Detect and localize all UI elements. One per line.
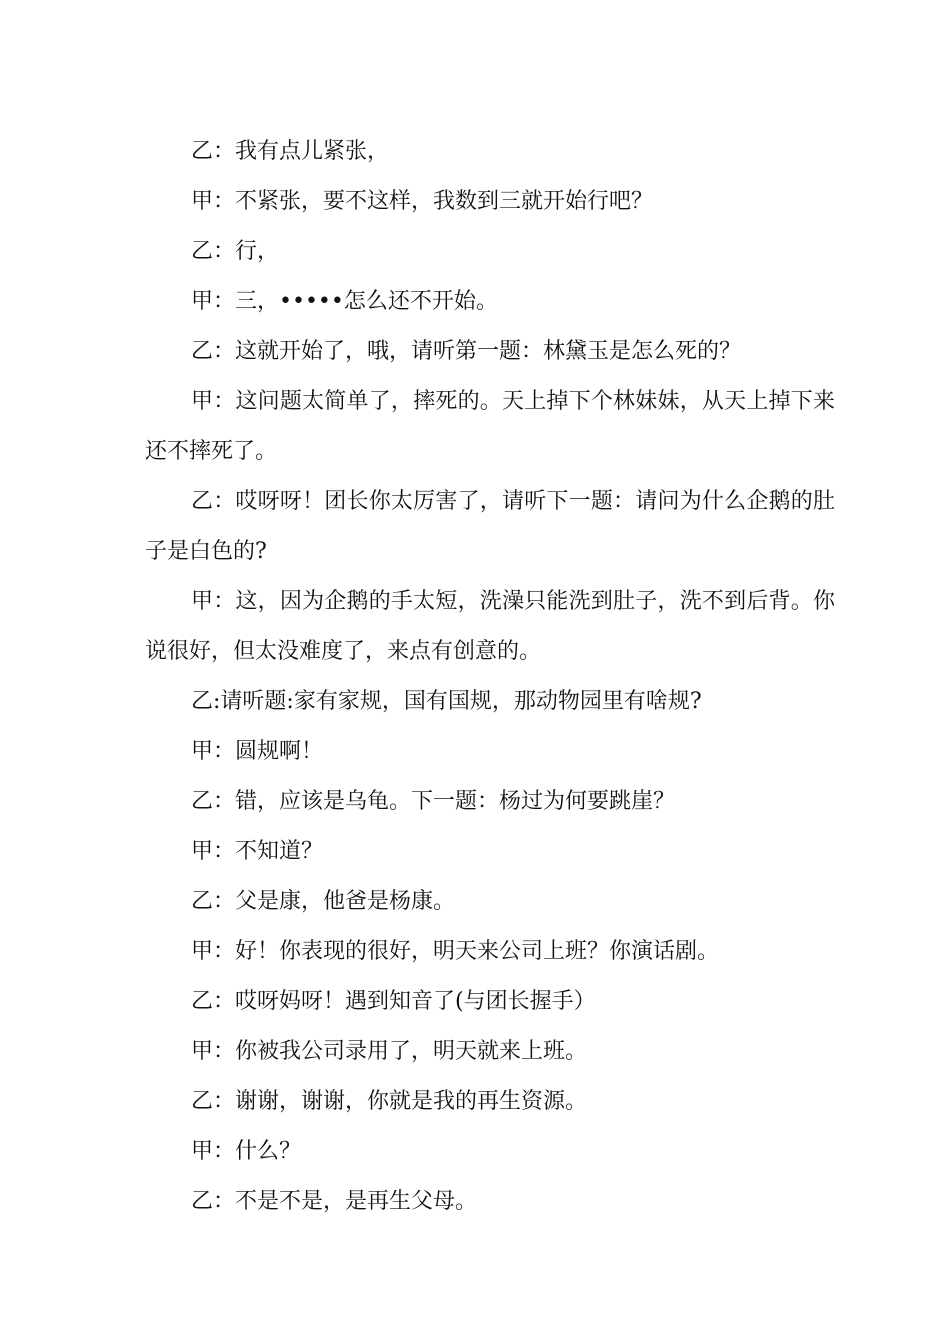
dialogue-line: 乙：不是不是，是再生父母。 [191,1189,478,1214]
dialogue-line: 乙：我有点儿紧张， [191,139,390,164]
dialogue-line: 乙：哎呀呀！团长你太厉害了，请听下一题：请问为什么企鹅的肚子是白色的? [145,489,835,564]
dialogue-line: 乙：这就开始了，哦，请听第一题：林黛玉是怎么死的？ [191,339,742,364]
dialogue-line: 甲：不紧张，要不这样，我数到三就开始行吧？ [191,189,654,214]
dialogue-line: 甲：你被我公司录用了，明天就来上班。 [191,1039,588,1064]
dialogue-line: 乙:请听题:家有家规，国有国规，那动物园里有啥规? [191,689,702,714]
dialogue-line: 甲：这，因为企鹅的手太短，洗澡只能洗到肚子，洗不到后背。你说很好，但太没难度了，来点有创意的。 [145,589,835,664]
dialogue-line: 甲：好！你表现的很好，明天来公司上班？你演话剧。 [191,939,720,964]
dialogue-line: 甲：什么？ [191,1139,302,1164]
dialogue-line: 乙：谢谢，谢谢，你就是我的再生资源。 [191,1089,588,1114]
dialogue-line: 乙：父是康，他爸是杨康。 [191,889,456,914]
dialogue-body [145,127,835,1227]
dialogue-line: 甲：圆规啊！ [191,739,324,764]
dialogue-line: 甲：不知道？ [191,839,324,864]
dialogue-line: 甲：这问题太简单了，摔死的。天上掉下个林妹妹，从天上掉下来还不摔死了。 [145,389,835,464]
dialogue-line: 乙：错，应该是乌龟。下一题：杨过为何要跳崖？ [191,789,676,814]
dialogue-line: 乙：行， [191,239,280,264]
dialogue-line: 乙：哎呀妈呀！遇到知音了(与团长握手） [191,989,596,1014]
dialogue-line: 甲：三，•••••怎么还不开始。 [191,289,498,314]
